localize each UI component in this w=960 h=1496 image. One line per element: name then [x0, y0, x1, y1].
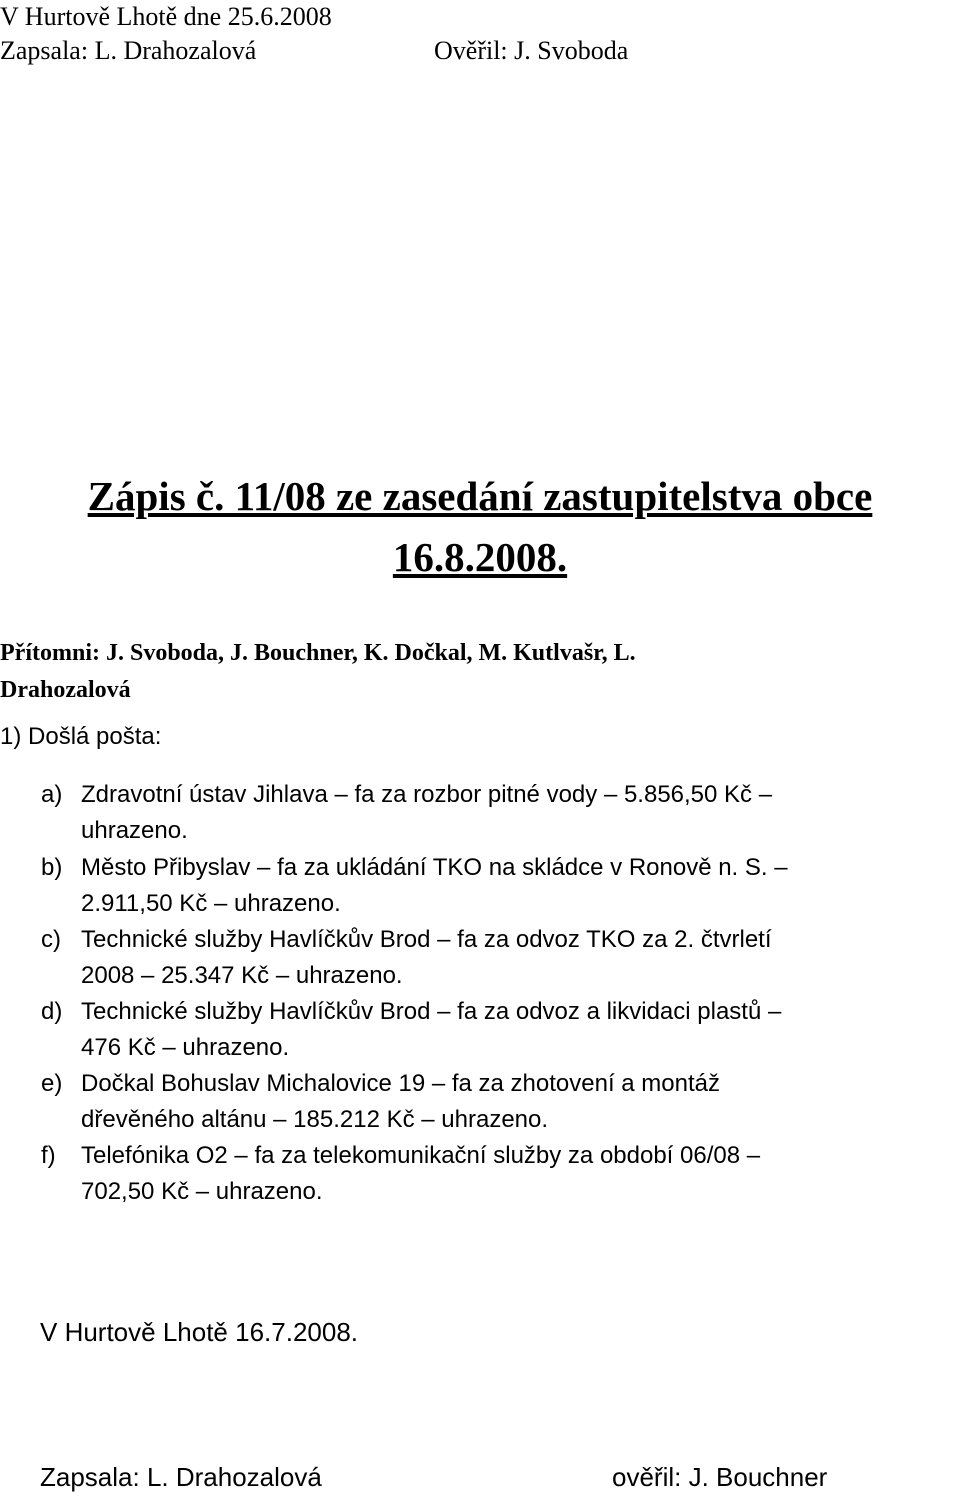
list-item-text: Telefónika O2 – fa za telekomunikační služby za období 06/08 –: [81, 1142, 761, 1169]
list-item-text: 702,50 Kč – uhrazeno.: [81, 1178, 323, 1205]
list-item-text: 2.911,50 Kč – uhrazeno.: [81, 890, 341, 917]
document-title-date: 16.8.2008.: [392, 534, 568, 580]
list-item-text: Zdravotní ústav Jihlava – fa za rozbor pitné vody – 5.856,50 Kč –: [81, 781, 773, 808]
list-item-marker: c): [41, 926, 61, 953]
list-item-text: Město Přibyslav – fa za ukládání TKO na skládce v Ronově n. S. –: [81, 854, 788, 881]
footer-place-date: V Hurtově Lhotě 16.7.2008.: [40, 1317, 359, 1347]
section-heading: 1) Došlá pošta:: [0, 723, 162, 750]
list-item-text: uhrazeno.: [81, 817, 188, 844]
list-item-text: Technické služby Havlíčkův Brod – fa za odvoz TKO za 2. čtvrletí: [81, 926, 772, 953]
list-item-marker: d): [41, 998, 63, 1025]
attendees-line: Přítomni: J. Svoboda, J. Bouchner, K. Dočkal, M. Kutlvašr, L.: [0, 640, 636, 666]
attendees-line: Drahozalová: [0, 677, 131, 703]
list-item-text: Technické služby Havlíčkův Brod – fa za odvoz a likvidaci plastů –: [81, 998, 782, 1025]
list-item-marker: e): [41, 1070, 63, 1097]
header-verified-by: Ověřil: J. Svoboda: [434, 36, 629, 65]
footer-recorded-by: Zapsala: L. Drahozalová: [40, 1462, 322, 1492]
header-place-date: V Hurtově Lhotě dne 25.6.2008: [0, 2, 332, 31]
footer-verified-by: ověřil: J. Bouchner: [612, 1462, 828, 1492]
list-item-text: dřevěného altánu – 185.212 Kč – uhrazeno.: [81, 1106, 549, 1133]
document-title: Zápis č. 11/08 ze zasedání zastupitelstva obce: [87, 473, 873, 519]
header-recorded-by: Zapsala: L. Drahozalová: [0, 36, 257, 65]
list-item-text: 2008 – 25.347 Kč – uhrazeno.: [81, 962, 403, 989]
list-item-text: 476 Kč – uhrazeno.: [81, 1034, 290, 1061]
list-item-text: Dočkal Bohuslav Michalovice 19 – fa za zhotovení a montáž: [81, 1070, 721, 1097]
list-item-marker: a): [41, 781, 63, 808]
list-item-marker: f): [41, 1142, 56, 1169]
list-item-marker: b): [41, 854, 63, 881]
